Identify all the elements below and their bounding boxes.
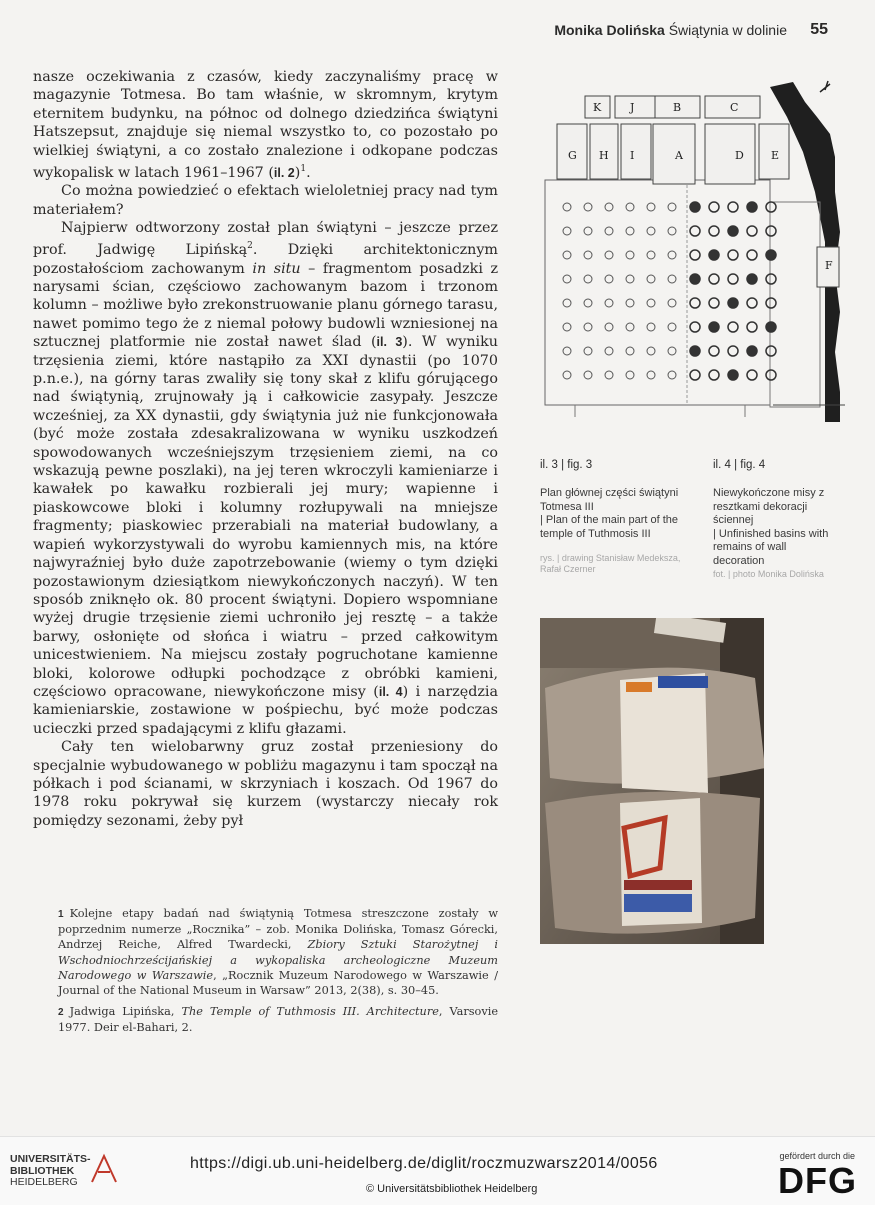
column-base	[690, 274, 700, 284]
column-base	[605, 275, 613, 283]
column-base	[766, 250, 776, 260]
column-base	[728, 250, 738, 260]
svg-text:J: J	[630, 101, 635, 114]
column-base	[605, 251, 613, 259]
column-base	[766, 346, 776, 356]
paragraph-1	[33, 68, 498, 182]
running-header	[554, 22, 787, 38]
column-base	[605, 371, 613, 379]
p3-italic: in situ	[252, 260, 301, 277]
p3-text-c: – fragmentom posadzki z narysami ścian, częściowo zachowanym bazom i trzonom kolumn – możliwe było zrekonstruowanie planu górnego tarasu, nawet pomimo tego że z niemal połowy budowli wzniesionej na sztucznej platformie nie został nawet ślad (	[33, 260, 498, 351]
column-base	[605, 203, 613, 211]
svg-text:H: H	[599, 149, 609, 162]
column-base	[690, 202, 700, 212]
column-base	[563, 323, 571, 331]
column-base	[690, 322, 700, 332]
svg-text:E: E	[771, 149, 780, 162]
uni-line-1: UNIVERSITÄTS-	[10, 1153, 91, 1165]
fig4-label: il. 4 | fig. 4	[713, 459, 766, 471]
svg-text:F: F	[825, 259, 833, 272]
footnote-2-number: 2	[58, 1007, 64, 1018]
column-base	[747, 322, 757, 332]
column-base	[626, 275, 634, 283]
column-base	[766, 202, 776, 212]
university-seal-icon	[88, 1150, 120, 1186]
column-base	[647, 371, 655, 379]
p3-text-d: ). W wyniku trzęsienia ziemi, które nastąpiło za XXI dynastii (po 1070 p.n.e.), na górny taras zwaliły się tony skał z klifu górującego nad świątynią, zrujnowały ją i całkowicie zasypały. Jeszcze wcześniej, za XX dynastii, gdy świątynia już nie funkcjonowała (być może została zdesakralizowana w wyniku uszkodzeń spowodowanych wcześniejszym trzęsieniem ziemi, na co wskazują pewne poszlaki), na jej teren wkroczyli kamieniarze i kawałek po kawałku rozbierali jej mury; wapienne i piaskowcowe bloki i kolumny rozłupywali na mniejsze fragmenty; piaskowiec przerabiali na materiał budowlany, a wapień wykorzystywali do wyrobu kamiennych mis, na które najwyraźniej było duże zapotrzebowanie (wiemy o tym dzięki pozostawionym dziesiątkom niewykończonych naczyń). W ten sposób zniknęło ok. 80 procent świątyni. Dopiero wspomniane wyżej drugie trzęsienie ziemi uchroniło jej resztę – a także barwy, osłonięte od słońca i wiatru – przed całkowitym unicestwieniem. Na miejscu zostały pogruchotane kamienne bloki, kolorowe odłupki pochodzące z obróbki kamieni, częściowo opracowane, niewykończone misy (	[33, 334, 499, 700]
svg-text:I: I	[630, 149, 635, 162]
copyright-text: © Universitätsbibliothek Heidelberg	[366, 1183, 538, 1195]
column-base	[766, 226, 776, 236]
column-base	[647, 227, 655, 235]
p3-text-e: ) i narzędzia kamieniarskie, zostawione w pośpiechu, być może podczas ucieczki przed spadającymi z klifu głazami.	[33, 683, 498, 737]
column-base	[668, 275, 676, 283]
column-base	[766, 274, 776, 284]
footnote-2	[58, 1004, 498, 1035]
column-base	[690, 226, 700, 236]
fig3-caption-pl: Plan głównej części świątyni Totmesa III	[540, 487, 679, 513]
fig4-caption	[713, 487, 833, 568]
paragraph-4: Cały ten wielobarwny gruz został przeniesiony do specjalnie wybudowanego w pobliżu magazynu i tam spoczął na półkach i pod ścianami, w skrzyniach i koszach. Od 1967 do 1978 roku pokrywał się kurzem (wystarczy niecały rok pomiędzy sezonami, żeby pył	[33, 739, 498, 829]
svg-text:B: B	[673, 101, 682, 114]
column-base	[668, 227, 676, 235]
column-base	[709, 226, 719, 236]
column-base	[728, 274, 738, 284]
column-base	[626, 251, 634, 259]
paragraph-3	[33, 219, 498, 738]
column-base	[728, 202, 738, 212]
column-base	[709, 298, 719, 308]
column-base	[584, 227, 592, 235]
column-base	[563, 251, 571, 259]
column-base	[647, 203, 655, 211]
footnote-1-text-b: , „Rocznik Muzeum Narodowego w Warszawie / Journal of the National Museum in Warsaw” 2013, 2(38), s. 30–45.	[58, 968, 499, 998]
column-base	[668, 347, 676, 355]
column-base	[709, 370, 719, 380]
column-base	[626, 347, 634, 355]
column-base	[626, 371, 634, 379]
footnote-1-italic: Zbiory Sztuki Starożytnej i Wschodniochrześcijańskiej a wykopaliska archeologiczne Muzeum Narodowego w Warszawie	[58, 938, 498, 982]
north-arrow-icon	[820, 81, 830, 92]
svg-text:K: K	[593, 101, 602, 114]
fig4-caption-en: | Unfinished basins with remains of wall decoration	[713, 527, 829, 567]
fig-ref-3[interactable]: il. 3	[376, 335, 403, 350]
dfg-logo[interactable]: DFG	[778, 1160, 857, 1201]
terrace-extension	[770, 202, 820, 407]
header-author: Monika Dolińska	[554, 22, 665, 38]
column-base	[728, 370, 738, 380]
column-base	[647, 299, 655, 307]
column-base	[584, 299, 592, 307]
svg-text:A: A	[675, 149, 683, 162]
column-base	[626, 227, 634, 235]
column-base	[563, 347, 571, 355]
column-base	[647, 251, 655, 259]
basins-photo	[540, 618, 764, 944]
column-base	[747, 274, 757, 284]
column-base	[668, 251, 676, 259]
p1-text: nasze oczekiwania z czasów, kiedy zaczynaliśmy pracę w magazynie Totmesa. Bo tam właśnie, w skromnym, krytym eternitem budynku, na północ od dolnego dziedzińca świątyni Hatszepsut, znajduje się niemal wszystko to, co pozostało po wielkiej świątyni, a co zostało znalezione i odkopane podczas wykopalisk w latach 1961–1967 (	[33, 69, 498, 181]
column-base	[647, 323, 655, 331]
uni-line-3: HEIDELBERG	[10, 1176, 78, 1188]
column-base	[584, 251, 592, 259]
column-base	[728, 226, 738, 236]
p3-text-b: . Dzięki architektonicznym pozostałościom zachowanym	[33, 242, 498, 277]
svg-text:D: D	[735, 149, 744, 162]
column-base	[668, 323, 676, 331]
footnote-marker-1[interactable]: 1	[300, 164, 307, 175]
p1-text-c: .	[306, 164, 311, 181]
fig-ref-2[interactable]: il. 2	[273, 165, 295, 180]
column-base	[728, 322, 738, 332]
header-title: Świątynia w dolinie	[668, 22, 787, 38]
uni-line-2: BIBLIOTHEK	[10, 1164, 75, 1177]
p1-text-b: )	[294, 164, 301, 181]
column-base	[563, 275, 571, 283]
footnote-2-italic: The Temple of Tuthmosis III. Architecture	[181, 1005, 439, 1018]
university-logo[interactable]	[10, 1154, 91, 1189]
column-base	[668, 299, 676, 307]
column-base	[584, 203, 592, 211]
column-base	[584, 347, 592, 355]
column-base	[766, 298, 776, 308]
p3-text-a: Najpierw odtworzony został plan świątyni – jeszcze przez prof. Jadwigę Lipińską	[33, 220, 498, 259]
column-base	[668, 371, 676, 379]
column-base	[709, 322, 719, 332]
column-base	[747, 370, 757, 380]
column-base	[563, 203, 571, 211]
footnote-1-number: 1	[58, 909, 64, 920]
column-base	[605, 227, 613, 235]
funder-text: gefördert durch die	[779, 1151, 855, 1161]
footnote-2-text-b: , Varsovie 1977. Deir el-Bahari, 2.	[58, 1005, 498, 1035]
column-base	[584, 371, 592, 379]
column-base	[605, 323, 613, 331]
svg-text:G: G	[568, 149, 577, 162]
column-base	[563, 227, 571, 235]
column-bases-left	[563, 203, 676, 379]
column-base	[626, 203, 634, 211]
footnote-1-text: Kolejne etapy badań nad świątynią Totmesa streszczone zostały w poprzednim numerze „Rocznika” – zob. Monika Dolińska, Tomasz Górecki, Andrzej Reiche, Alfred Twardecki,	[58, 907, 498, 952]
temple-plan-figure	[535, 72, 855, 422]
column-base	[584, 323, 592, 331]
column-base	[747, 226, 757, 236]
column-base	[647, 275, 655, 283]
fig3-credit: rys. | drawing Stanisław Medeksza, Rafał Czerner	[540, 553, 681, 574]
paragraph-2: Co można powiedzieć o efektach wieloletniej pracy nad tym materiałem?	[33, 183, 498, 218]
column-base	[584, 275, 592, 283]
column-base	[690, 370, 700, 380]
column-base	[626, 299, 634, 307]
column-base	[690, 250, 700, 260]
fig3-caption-en: | Plan of the main part of the temple of Tuthmosis III	[540, 514, 678, 540]
column-base	[709, 202, 719, 212]
column-base	[766, 322, 776, 332]
column-base	[668, 203, 676, 211]
column-base	[728, 298, 738, 308]
column-base	[709, 250, 719, 260]
column-base	[709, 346, 719, 356]
column-bases-right	[690, 202, 776, 380]
column-base	[709, 274, 719, 284]
page-number: 55	[810, 21, 828, 38]
fig3-caption	[540, 487, 685, 541]
column-base	[728, 346, 738, 356]
main-text	[33, 68, 498, 830]
svg-text:C: C	[730, 101, 739, 114]
footnote-marker-2[interactable]: 2	[247, 241, 253, 252]
fig4-credit: fot. | photo Monika Dolińska	[713, 569, 824, 579]
column-base	[605, 347, 613, 355]
fig-ref-4[interactable]: il. 4	[378, 684, 403, 699]
column-base	[747, 250, 757, 260]
column-base	[690, 298, 700, 308]
column-base	[747, 346, 757, 356]
column-base	[563, 299, 571, 307]
footnote-1	[58, 906, 498, 998]
fig3-label: il. 3 | fig. 3	[540, 459, 593, 471]
permalink[interactable]: https://digi.ub.uni-heidelberg.de/diglit/roczmuzwarsz2014/0056	[190, 1155, 658, 1172]
column-base	[766, 370, 776, 380]
column-base	[747, 202, 757, 212]
footnote-2-text: Jadwiga Lipińska,	[69, 1005, 182, 1018]
column-base	[626, 323, 634, 331]
column-base	[563, 371, 571, 379]
column-base	[690, 346, 700, 356]
column-base	[605, 299, 613, 307]
column-base	[747, 298, 757, 308]
fig4-caption-pl: Niewykończone misy z resztkami dekoracji ściennej	[713, 487, 825, 526]
column-base	[647, 347, 655, 355]
